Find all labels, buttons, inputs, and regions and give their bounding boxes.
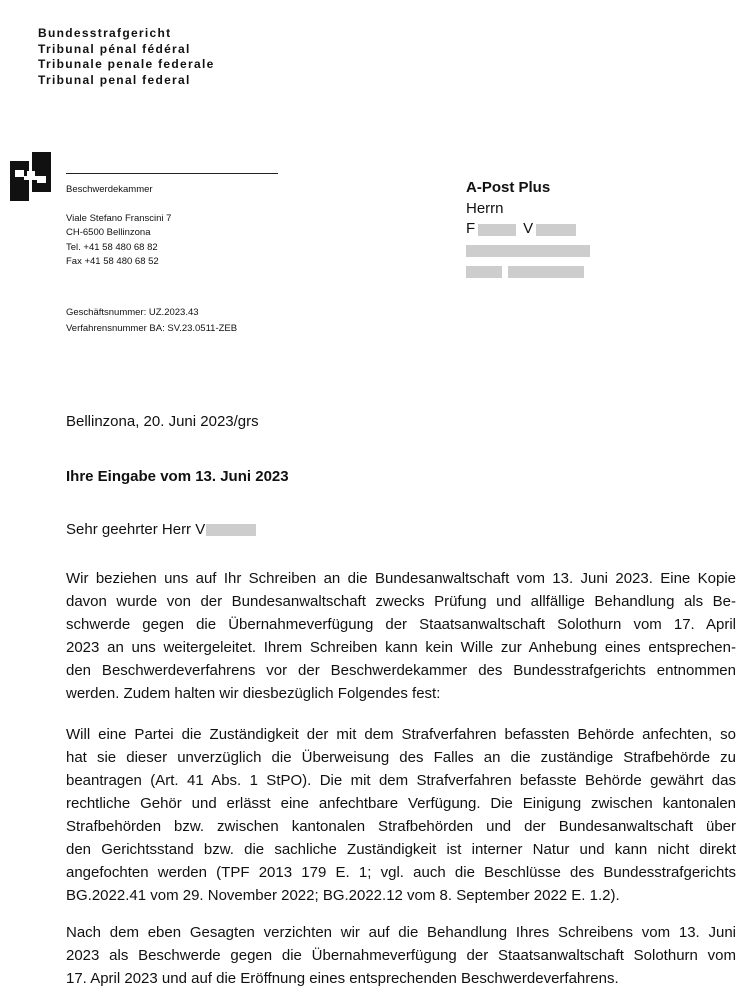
paragraph-3 <box>66 921 736 990</box>
paragraph-2 <box>66 723 736 907</box>
redaction-bar <box>466 245 590 257</box>
paragraph-line: 2023 an uns weitergeleitet. Ihrem Schreiben kann kein Wille zur Anhebung eines entsprechen- <box>66 639 736 656</box>
recipient-block <box>466 178 590 282</box>
paragraph-line: BG.2022.41 vom 29. November 2022; BG.2022.12 vom 8. September 2022 E. 1.2). <box>66 887 620 904</box>
postal-service: A-Post Plus <box>466 179 551 196</box>
court-names <box>38 26 215 88</box>
paragraph-line: angefochten werden (TPF 2013 179 E. 1; vgl. auch die Beschlüsse des Bundesstrafgerichts <box>66 864 736 881</box>
paragraph-line: den Gerichtsstand bzw. die sachliche Zuständigkeit ist interner Natur und kann nicht direkt <box>66 841 736 858</box>
paragraph-line: rechtliche Gehör und erlässt eine anfechtbare Verfügung. Die Einigung zwischen kantonalen <box>66 795 736 812</box>
redaction-bar <box>536 224 576 236</box>
redaction-bar <box>206 524 256 536</box>
paragraph-line: schwerde gegen die Übernahmeverfügung der Staatsanwaltschaft Solothurn vom 17. April <box>66 616 736 633</box>
sender-department: Beschwerdekammer <box>66 184 153 195</box>
sender-street: Viale Stefano Franscini 7 <box>66 213 172 225</box>
court-name-it: Tribunale penale federale <box>38 57 215 71</box>
paragraph-line: Will eine Partei die Zuständigkeit der mit dem Strafverfahren befassten Behörde anfechten, so <box>66 726 736 743</box>
sender-block <box>66 183 171 269</box>
court-name-fr: Tribunal pénal fédéral <box>38 41 191 56</box>
case-number: Geschäftsnummer: UZ.2023.43 <box>66 307 199 318</box>
place-date: Bellinzona, 20. Juni 2023/grs <box>66 413 259 430</box>
sender-fax: Fax +41 58 480 68 52 <box>66 255 159 267</box>
paragraph-line: 17. April 2023 und auf die Eröffnung eines entsprechenden Beschwerdeverfahrens. <box>66 970 619 987</box>
letterhead-divider <box>66 173 278 174</box>
paragraph-1 <box>66 567 736 705</box>
salutation-text: Sehr geehrter Herr V <box>66 521 206 538</box>
reference-block <box>66 305 237 336</box>
paragraph-line: 2023 als Beschwerde gegen die Übernahmeverfügung der Staatsanwaltschaft Solothurn vom <box>66 947 736 964</box>
procedure-number: Verfahrensnummer BA: SV.23.0511-ZEB <box>66 322 238 334</box>
sender-city: CH-6500 Bellinzona <box>66 227 151 239</box>
redaction-bar <box>478 224 516 236</box>
salutation <box>66 521 256 538</box>
recipient-title: Herrn <box>466 199 504 217</box>
court-name-de: Bundesstrafgericht <box>38 26 172 40</box>
paragraph-line: den Beschwerdeverfahrens vor der Beschwerdekammer des Bundesstrafgerichts entnommen <box>66 662 736 679</box>
swiss-federal-logo-icon <box>10 152 51 201</box>
letter-subject: Ihre Eingabe vom 13. Juni 2023 <box>66 468 289 485</box>
recipient-first-initial: F <box>466 220 476 238</box>
recipient-last-initial: V <box>523 220 534 238</box>
paragraph-line: Wir beziehen uns auf Ihr Schreiben an die Bundesanwaltschaft vom 13. Juni 2023. Eine Kopie <box>66 570 736 587</box>
paragraph-line: beantragen (Art. 41 Abs. 1 StPO). Die mit dem Strafverfahren befasste Behörde gewährt das <box>66 772 736 789</box>
paragraph-line: hat sie dieser unverzüglich die Überweisung des Falles an die zuständige Strafbehörde zu <box>66 749 736 766</box>
paragraph-line: Strafbehörden bzw. zwischen kantonalen Strafbehörden und der Bundesanwaltschaft über <box>66 818 736 835</box>
paragraph-line: werden. Zudem halten wir diesbezüglich Folgendes fest: <box>66 685 441 702</box>
paragraph-line: davon wurde von der Bundesanwaltschaft zwecks Prüfung und allfällige Behandlung als Be- <box>66 593 736 610</box>
recipient-name <box>466 219 590 240</box>
paragraph-line: Nach dem eben Gesagten verzichten wir auf die Behandlung Ihres Schreibens vom 13. Juni <box>66 924 736 941</box>
sender-phone: Tel. +41 58 480 68 82 <box>66 241 158 253</box>
recipient-street-redacted <box>466 240 590 261</box>
court-name-rm: Tribunal penal federal <box>38 72 191 87</box>
recipient-city-redacted <box>466 261 590 282</box>
redaction-bar <box>508 266 584 278</box>
redaction-bar <box>466 266 502 278</box>
